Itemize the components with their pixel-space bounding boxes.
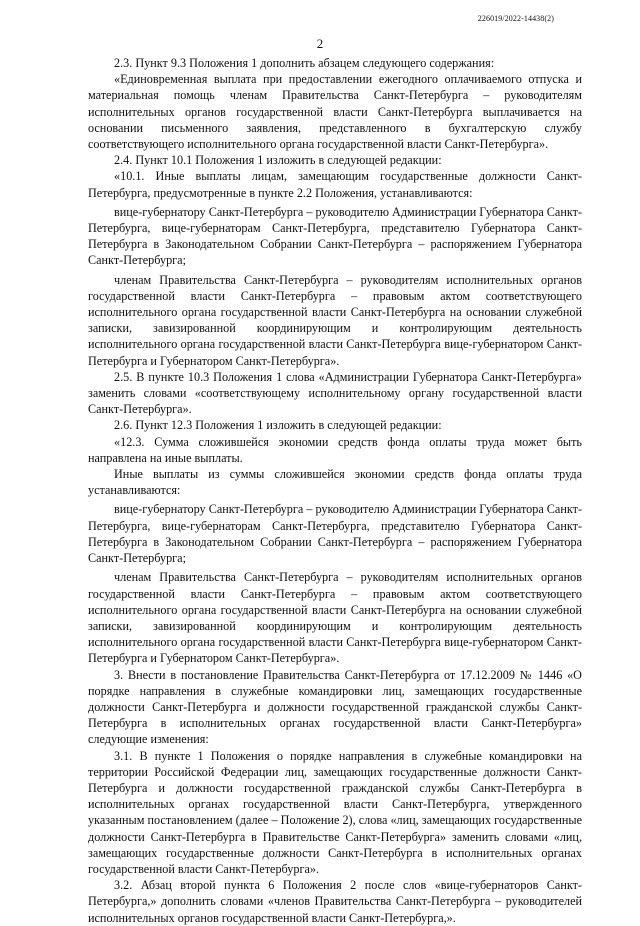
- paragraph-government-members-2: членам Правительства Санкт-Петербурга – руководителям исполнительных органов государственной власти Санкт-Петербурга – правовым актом соответствующего исполнительного органа государственной власти Санкт-Петербурга на основании служебной записки, завизированной координирующим и контролирующим деятельность исполнительного органа государственной власти Санкт-Петербурга вице-губернатором Санкт-Петербурга и Губернатором Санкт-Петербурга».: [88, 570, 582, 666]
- paragraph-2-6: 2.6. Пункт 12.3 Положения 1 изложить в следующей редакции:: [114, 418, 442, 433]
- paragraph-vice-governor: вице-губернатору Санкт-Петербурга – руководителю Администрации Губернатора Санкт-Петербурга, вице-губернаторам Санкт-Петербурга, представителю Губернатора Санкт-Петербурга в Законодательном Собрании Санкт-Петербурга – распоряжением Губернатора Санкт-Петербурга;: [88, 204, 582, 268]
- document-id: 226019/2022-14438(2): [477, 14, 554, 23]
- paragraph-2-4: 2.4. Пункт 10.1 Положения 1 изложить в следующей редакции:: [114, 153, 442, 168]
- page-number: 2: [316, 36, 324, 51]
- paragraph-12-3: «12.3. Сумма сложившейся экономии средств фонда оплаты труда может быть направлена на иные выплаты.: [88, 434, 582, 465]
- paragraph-3: 3. Внести в постановление Правительства Санкт-Петербурга от 17.12.2009 № 1446 «О порядке направления в служебные командировки лиц, замещающих государственные должности Санкт-Петербурга и должности государственной гражданской службы Санкт-Петербурга в исполнительных органах государственной власти Санкт-Петербурга» следующие изменения:: [88, 667, 582, 747]
- paragraph-2-3: 2.3. Пункт 9.3 Положения 1 дополнить абзацем следующего содержания:: [114, 56, 495, 70]
- paragraph-3-1: 3.1. В пункте 1 Положения о порядке направления в служебные командировки на территории Российской Федерации лиц, замещающих государственные должности Санкт-Петербурга и должности государственной гражданской службы Санкт-Петербурга в исполнительных органах государственной власти Санкт-Петербурга, утвержденного указанным постановлением (далее – Положение 2), слова «лиц, замещающих государственные должности Санкт-Петербурга в Правительстве Санкт-Петербурга» заменить словами «лиц, замещающих государственные должности Санкт-Петербурга в исполнительных органах государственной власти Санкт-Петербурга».: [88, 748, 582, 876]
- paragraph-other-payments: Иные выплаты из суммы сложившейся экономии средств фонда оплаты труда устанавливаются:: [88, 467, 582, 498]
- paragraph-3-2: 3.2. Абзац второй пункта 6 Положения 2 после слов «вице-губернаторов Санкт-Петербурга,» дополнить словами «членов Правительства Санкт-Петербурга – руководителей исполнительных органов государственной власти Санкт-Петербурга,».: [88, 878, 582, 925]
- paragraph-2-3-text: «Единовременная выплата при предоставлении ежегодного оплачиваемого отпуска и материальная помощь членам Правительства Санкт-Петербурга – руководителям исполнительных органов государственной власти Санкт-Петербурга выплачивается на основании письменного заявления, представленного в бухгалтерскую службу соответствующего исполнительного органа государственной власти Санкт-Петербурга».: [88, 72, 582, 152]
- paragraph-vice-governor-2: вице-губернатору Санкт-Петербурга – руководителю Администрации Губернатора Санкт-Петербурга, вице-губернаторам Санкт-Петербурга, представителю Губернатора Санкт-Петербурга в Законодательном Собрании Санкт-Петербурга – распоряжением Губернатора Санкт-Петербурга;: [88, 502, 582, 566]
- paragraph-2-5: 2.5. В пункте 10.3 Положения 1 слова «Администрации Губернатора Санкт-Петербурга» заменить словами «соответствующему исполнительному органу государственной власти Санкт-Петербурга».: [88, 369, 582, 417]
- paragraph-10-1: «10.1. Иные выплаты лицам, замещающим государственные должности Санкт-Петербурга, предусмотренные в пункте 2.2 Положения, устанавливаются:: [88, 169, 582, 200]
- document-body: [88, 55, 582, 926]
- paragraph-government-members: членам Правительства Санкт-Петербурга – руководителям исполнительных органов государственной власти Санкт-Петербурга – правовым актом соответствующего исполнительного органа государственной власти Санкт-Петербурга на основании служебной записки, завизированной координирующим и контролирующим деятельность исполнительного органа государственной власти Санкт-Петербурга вице-губернатором Санкт-Петербурга и Губернатором Санкт-Петербурга».: [88, 272, 582, 368]
